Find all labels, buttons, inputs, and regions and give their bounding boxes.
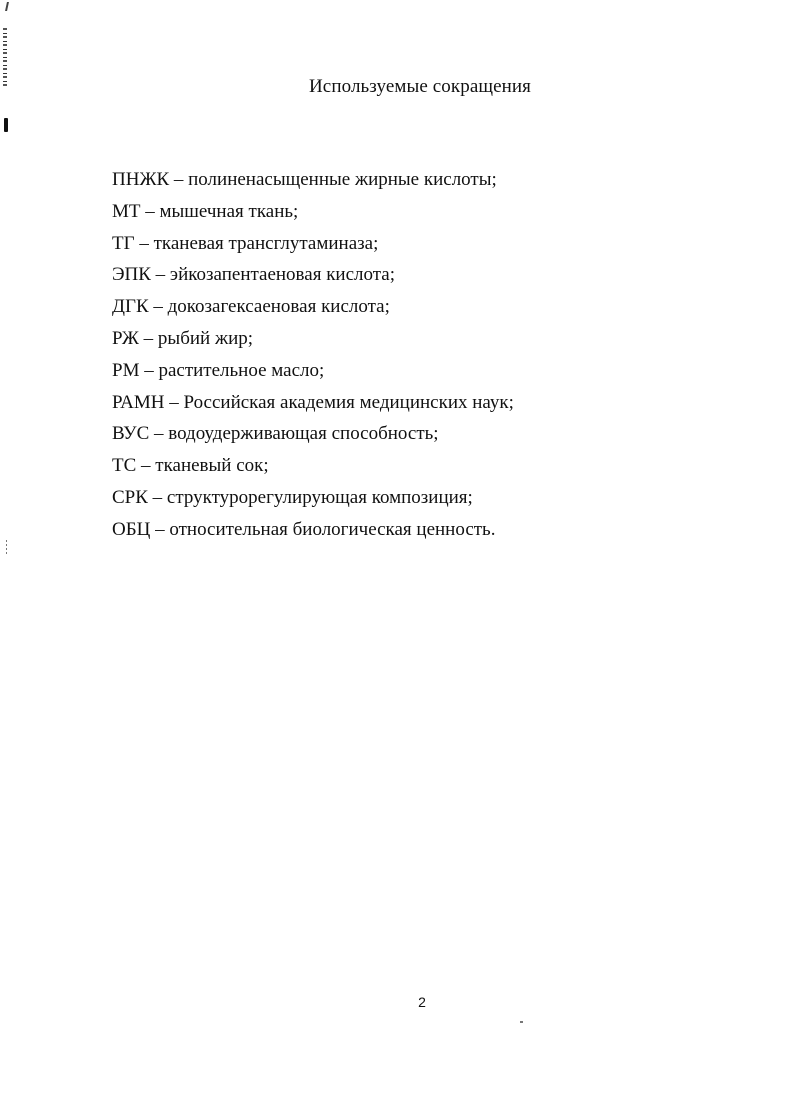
list-item: ДГК – докозагексаеновая кислота; [112,296,390,318]
list-item: РАМН – Российская академия медицинских наук; [112,391,514,413]
list-item: ОБЦ – относительная биологическая ценность. [112,518,496,540]
list-item: ПНЖК – полиненасыщенные жирные кислоты; [112,169,497,190]
list-item: МТ – мышечная ткань; [112,200,299,222]
list-item: ТС – тканевый сок; [112,455,269,477]
list-item: СРК – структурорегулирующая композиция; [112,486,473,508]
scan-artifact [4,118,8,132]
scan-artifact [520,1021,523,1023]
list-item: РЖ – рыбий жир; [112,327,254,349]
list-item: РМ – растительное масло; [112,359,325,381]
list-item: ВУС – водоудерживающая способность; [112,423,439,445]
abbreviation-list [112,164,514,546]
page-title: Используемые сокращения [308,76,531,97]
list-item: ЭПК – эйкозапентаеновая кислота; [112,264,396,286]
page-number: 2 [418,994,426,1010]
scan-artifact [5,2,9,11]
list-item: ТГ – тканевая трансглутаминаза; [112,232,379,254]
scan-artifact [6,540,7,556]
